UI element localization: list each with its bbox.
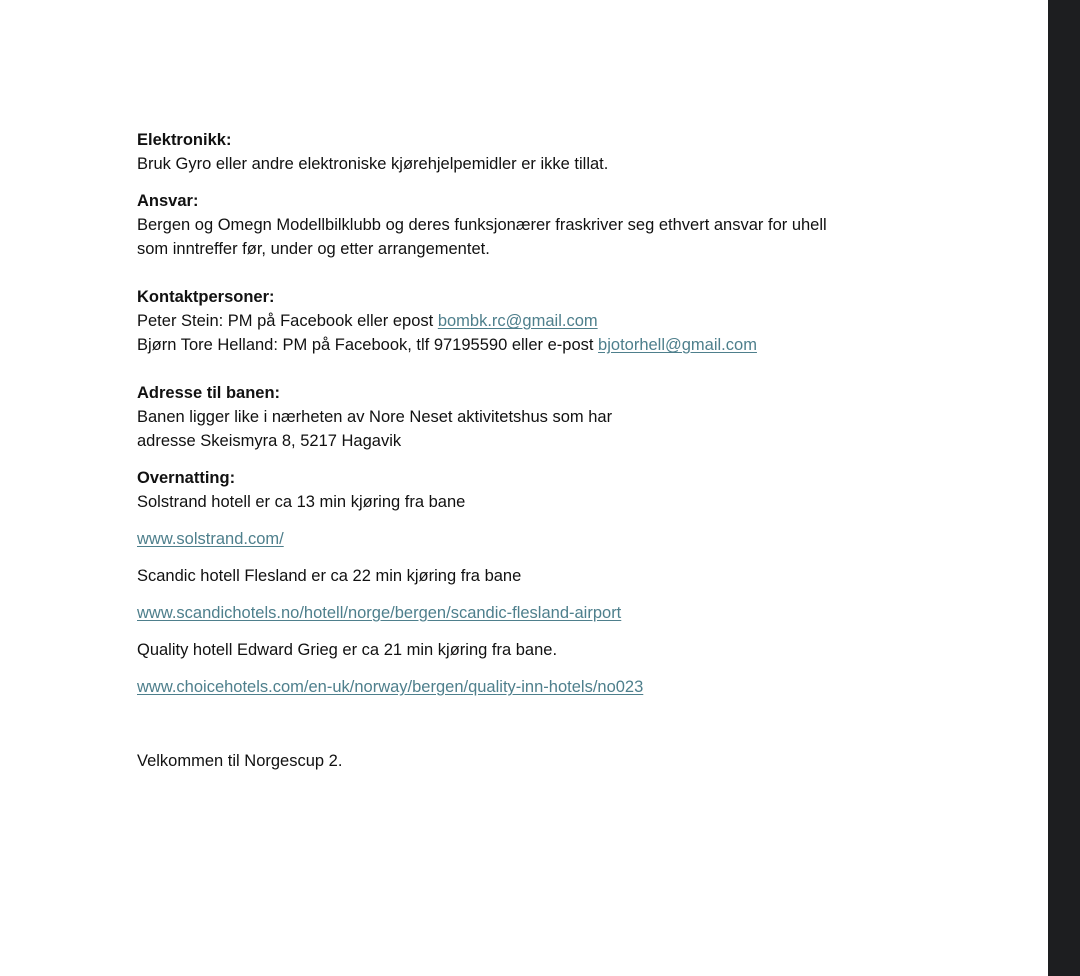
ansvar-heading: Ansvar: <box>137 192 199 210</box>
elektronikk-heading: Elektronikk: <box>137 131 232 149</box>
elektronikk-text: Bruk Gyro eller andre elektroniske kjørehjelpemidler er ikke tillat. <box>137 155 609 173</box>
overnatting-heading: Overnatting: <box>137 469 236 487</box>
contact-bjorn <box>137 333 917 357</box>
viewer-scrollbar-strip[interactable] <box>1048 0 1080 976</box>
ansvar-line-2: som inntreffer før, under og etter arrangementet. <box>137 240 490 258</box>
closing-text: Velkommen til Norgescup 2. <box>137 752 343 770</box>
contact-peter-text: Peter Stein: PM på Facebook eller epost <box>137 312 438 330</box>
spacer <box>137 625 917 638</box>
spacer <box>137 551 917 564</box>
hotel-3-link[interactable]: www.choicehotels.com/en-uk/norway/bergen/quality-inn-hotels/no023 <box>137 678 644 696</box>
spacer <box>137 588 917 601</box>
contact-bjorn-text: Bjørn Tore Helland: PM på Facebook, tlf 97195590 eller e-post <box>137 336 599 354</box>
spacer <box>137 662 917 675</box>
adresse-line-1: Banen ligger like i nærheten av Nore Neset aktivitetshus som har <box>137 408 613 426</box>
spacer <box>137 357 917 381</box>
contact-peter <box>137 309 917 333</box>
spacer <box>137 176 917 189</box>
hotel-1-link[interactable]: www.solstrand.com/ <box>137 530 284 548</box>
bjorn-email-link[interactable]: bjotorhell@gmail.com <box>598 336 757 354</box>
spacer <box>137 514 917 527</box>
hotel-2-text: Scandic hotell Flesland er ca 22 min kjøring fra bane <box>137 567 522 585</box>
spacer <box>137 699 917 749</box>
hotel-1-text: Solstrand hotell er ca 13 min kjøring fra bane <box>137 493 466 511</box>
kontakt-heading: Kontaktpersoner: <box>137 288 275 306</box>
ansvar-line-1: Bergen og Omegn Modellbilklubb og deres funksjonærer fraskriver seg ethvert ansvar for uhell <box>137 216 827 234</box>
spacer <box>137 261 917 285</box>
peter-email-link[interactable]: bombk.rc@gmail.com <box>437 312 598 330</box>
hotel-3-text: Quality hotell Edward Grieg er ca 21 min kjøring fra bane. <box>137 641 558 659</box>
adresse-line-2: adresse Skeismyra 8, 5217 Hagavik <box>137 432 402 450</box>
document-body <box>137 128 917 773</box>
hotel-2-link[interactable]: www.scandichotels.no/hotell/norge/bergen/scandic-flesland-airport <box>137 604 622 622</box>
adresse-heading: Adresse til banen: <box>137 384 281 402</box>
spacer <box>137 453 917 466</box>
